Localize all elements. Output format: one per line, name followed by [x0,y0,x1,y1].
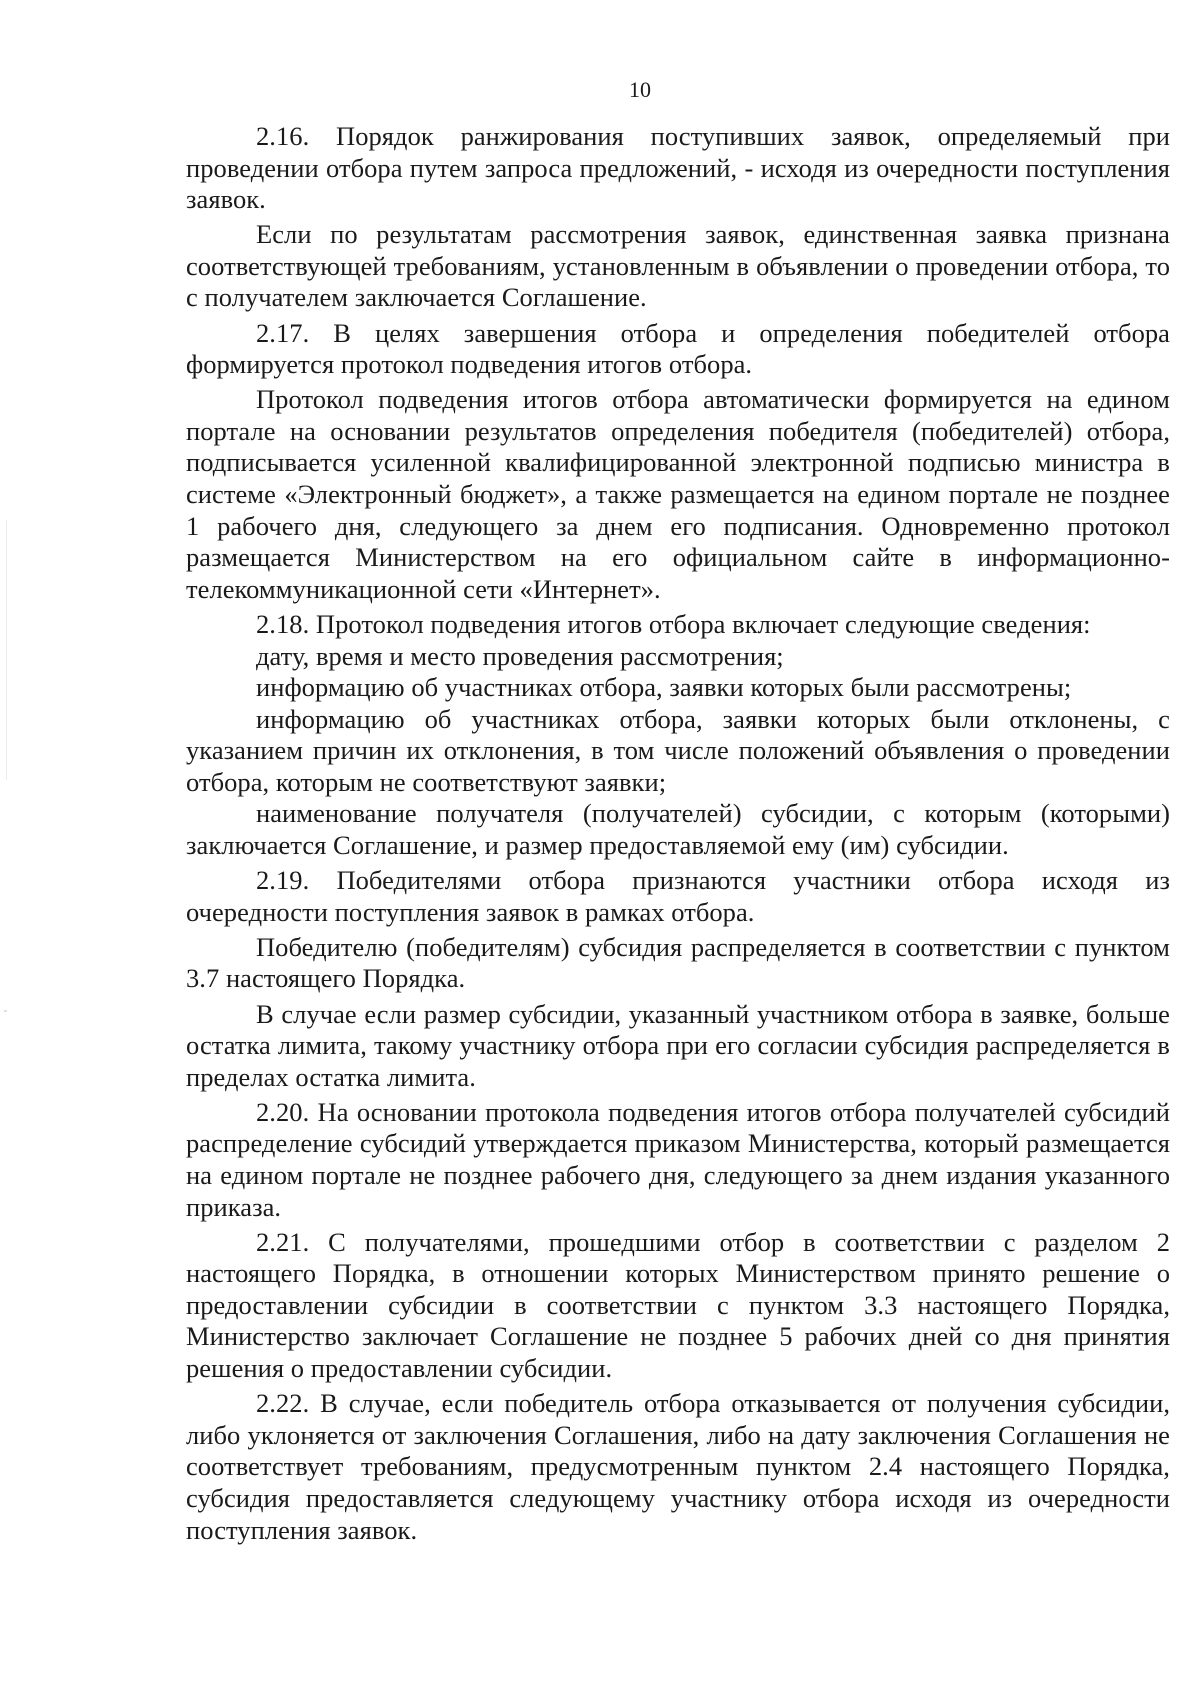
page-number: 10 [629,77,651,102]
paragraph-2-21: 2.21. С получателями, прошедшими отбор в соответствии с разделом 2 настоящего Порядка, в отношении которых Министерством принято решение о предоставлении субсидии в соответствии с пунктом 3.3 настоящего Порядка, Министерство заключает Соглашение не позднее 5 рабочих дней со дня принятия решения о предоставлении субсидии. [186,1226,1170,1384]
document-body [186,121,1170,1546]
list-item-considered-participants: информацию об участниках отбора, заявки которых были рассмотрены; [256,672,1072,703]
paragraph-2-20: 2.20. На основании протокола подведения итогов отбора получателей субсидий распределение субсидий утверждается приказом Министерства, который размещается на едином портале не позднее рабочего дня, следующего за днем издания указанного приказа. [186,1096,1170,1222]
paragraph-winner-distribution: Победителю (победителям) субсидия распределяется в соответствии с пунктом 3.7 настоящего Порядка. [186,931,1170,994]
list-item-date-time-place: дату, время и место проведения рассмотрения; [256,640,784,671]
paragraph-limit-remainder: В случае если размер субсидии, указанный участником отбора в заявке, больше остатка лимита, такому участнику отбора при его согласии субсидия распределяется в пределах остатка лимита. [186,998,1170,1092]
paragraph-2-18: 2.18. Протокол подведения итогов отбора включает следующие сведения: [256,608,1091,639]
paragraph-2-16: 2.16. Порядок ранжирования поступивших заявок, определяемый при проведении отбора путем запроса предложений, - исходя из очередности поступления заявок. [186,121,1170,215]
paragraph-protocol-formation: Протокол подведения итогов отбора автоматически формируется на едином портале на основании результатов определения победителя (победителей) отбора, подписывается усиленной квалифицированной электронной подписью министра в системе «Электронный бюджет», а также размещается на едином портале не позднее 1 рабочего дня, следующего за днем его подписания. Одновременно протокол размещается Министерством на его официальном сайте в информационно-телекоммуникационной сети «Интернет». [186,384,1170,604]
paragraph-2-19: 2.19. Победителями отбора признаются участники отбора исходя из очередности поступления заявок в рамках отбора. [186,865,1170,927]
paragraph-2-17: 2.17. В целях завершения отбора и определения победителей отбора формируется протокол подведения итогов отбора. [186,317,1170,380]
list-item-rejected-participants: информацию об участниках отбора, заявки которых были отклонены, с указанием причин их отклонения, в том числе положений объявления о проведении отбора, которым не соответствуют заявки; [186,703,1170,797]
scan-edge-mark [6,520,7,780]
list-item-recipient-name: наименование получателя (получателей) субсидии, с которым (которыми) заключается Соглашение, и размер предоставляемой ему (им) субсидии. [186,798,1170,861]
paragraph-single-application: Если по результатам рассмотрения заявок, единственная заявка признана соответствующей требованиям, установленным в объявлении о проведении отбора, то с получателем заключается Соглашение. [186,219,1170,313]
paragraph-2-22: 2.22. В случае, если победитель отбора отказывается от получения субсидии, либо уклоняется от заключения Соглашения, либо на дату заключения Соглашения не соответствует требованиям, предусмотренным пунктом 2.4 настоящего Порядка, субсидия предоставляется следующему участнику отбора исходя из очередности поступления заявок. [186,1388,1170,1545]
scan-edge-mark [4,1010,7,1012]
